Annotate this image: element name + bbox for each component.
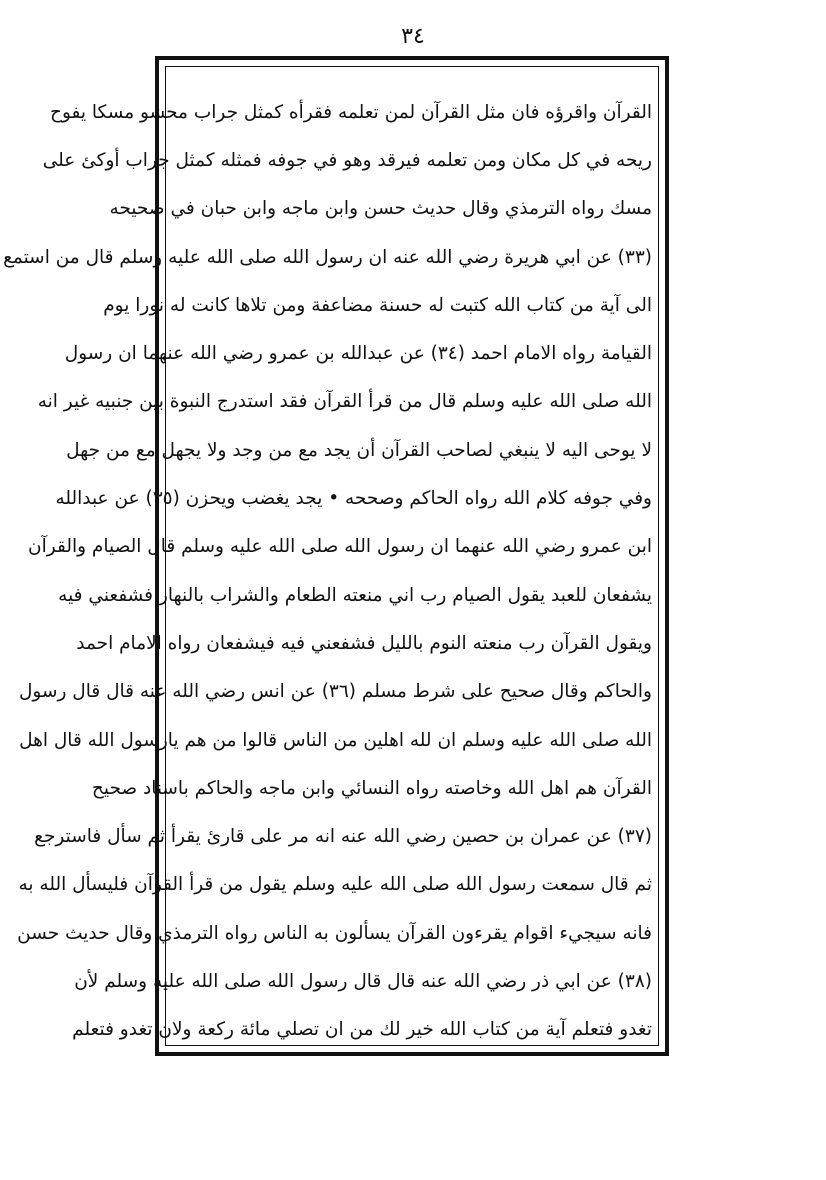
text-line: الى آية من كتاب الله كتبت له حسنة مضاعفة ومن تلاها كانت له نورا يوم xyxy=(103,294,652,316)
text-line: الله صلى الله عليه وسلم ان لله اهلين من الناس قالوا من هم يارسول الله قال اهل xyxy=(19,729,652,751)
text-line: ريحه في كل مكان ومن تعلمه فيرقد وهو في جوفه فمثله كمثل جراب أوكئ على xyxy=(42,149,652,171)
text-line: ابن عمرو رضي الله عنهما ان رسول الله صلى الله عليه وسلم قال الصيام والقرآن xyxy=(28,536,652,558)
text-line: ويقول القرآن رب منعته النوم بالليل فشفعني فيه فيشفعان رواه الامام احمد xyxy=(76,632,652,654)
text-line: يشفعان للعبد يقول الصيام رب اني منعته الطعام والشراب بالنهار فشفعني فيه xyxy=(58,584,652,606)
body-text xyxy=(3,88,652,1044)
text-line: مسك رواه الترمذي وقال حديث حسن وابن ماجه وابن حبان في صحيحه xyxy=(109,198,652,220)
page-number: ٣٤ xyxy=(401,24,425,49)
text-line: ثم قال سمعت رسول الله صلى الله عليه وسلم يقول من قرأ القرآن فليسأل الله به xyxy=(18,874,652,896)
text-line: وفي جوفه كلام الله رواه الحاكم وصححه • يجد يغضب ويحزن (٣٥) عن عبدالله xyxy=(55,488,652,510)
text-line: لا يوحى اليه لا ينبغي لصاحب القرآن أن يجد مع من وجد ولا يجهل مع من جهل xyxy=(66,439,652,461)
text-line: (٣٨) عن ابي ذر رضي الله عنه قال قال رسول الله صلى الله عليه وسلم لأن xyxy=(74,970,652,992)
text-line: الله صلى الله عليه وسلم قال من قرأ القرآن فقد استدرج النبوة بين جنبيه غير انه xyxy=(37,391,652,413)
text-line: القيامة رواه الامام احمد (٣٤) عن عبدالله بن عمرو رضي الله عنهما ان رسول xyxy=(64,343,652,365)
text-line: والحاكم وقال صحيح على شرط مسلم (٣٦) عن انس رضي الله عنه قال قال رسول xyxy=(18,681,652,703)
text-line: القرآن هم اهل الله وخاصته رواه النسائي وابن ماجه والحاكم باسناد صحيح xyxy=(91,777,652,799)
text-line: (٣٧) عن عمران بن حصين رضي الله عنه انه مر على قارئ يقرأ ثم سأل فاسترجع xyxy=(34,826,652,848)
text-line: القرآن واقرؤه فان مثل القرآن لمن تعلمه فقرأه كمثل جراب محشو مسكا يفوح xyxy=(50,101,652,123)
text-line: فانه سيجيء اقوام يقرءون القرآن يسألون به الناس رواه الترمذي وقال حديث حسن xyxy=(17,922,652,944)
text-line: (٣٣) عن ابي هريرة رضي الله عنه ان رسول الله صلى الله عليه وسلم قال من استمع xyxy=(3,246,652,268)
text-line: تغدو فتعلم آية من كتاب الله خير لك من ان تصلي مائة ركعة ولان تغدو فتعلم xyxy=(72,1019,652,1041)
